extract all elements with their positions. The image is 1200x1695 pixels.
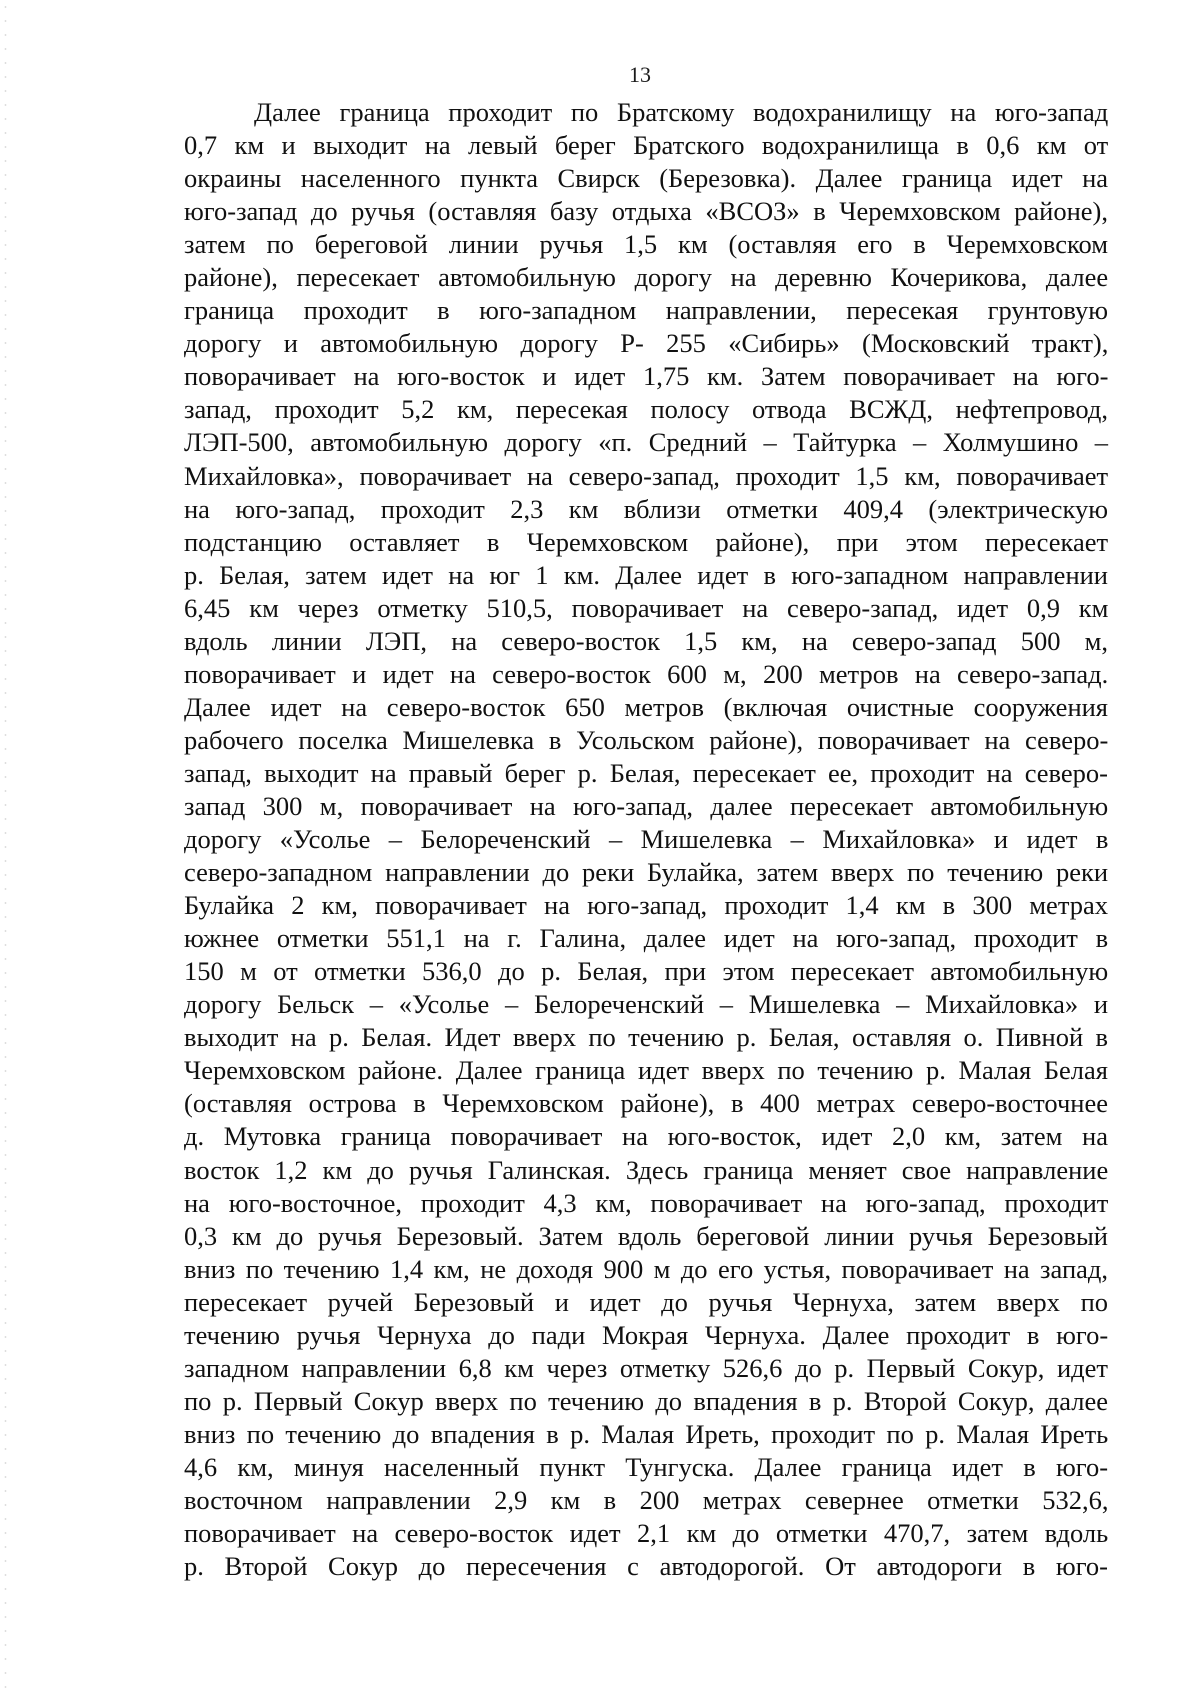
text-line: Далее идет на северо-восток 650 метров (включая очистные сооружения bbox=[184, 691, 1108, 722]
text-line: дорогу Бельск – «Усолье – Белореченский – Мишелевка – Михайловка» и bbox=[184, 989, 1109, 1020]
text-line: Черемховском районе. Далее граница идет вверх по течению р. Малая Белая bbox=[184, 1055, 1108, 1086]
text-line: вдоль линии ЛЭП, на северо-восток 1,5 км, на северо-запад 500 м, bbox=[184, 625, 1108, 656]
text-line: районе), пересекает автомобильную дорогу на деревню Кочерикова, далее bbox=[184, 262, 1109, 293]
text-line: запад 300 м, поворачивает на юго-запад, далее пересекает автомобильную bbox=[184, 790, 1109, 821]
text-line: на юго-запад, проходит 2,3 км вблизи отметки 409,4 (электрическую bbox=[184, 493, 1108, 524]
text-line: подстанцию оставляет в Черемховском районе), при этом пересекает bbox=[184, 526, 1109, 557]
text-line: 4,6 км, минуя населенный пункт Тунгуска. Далее граница идет в юго- bbox=[184, 1451, 1109, 1482]
text-line: Булайка 2 км, поворачивает на юго-запад, проходит 1,4 км в 300 метрах bbox=[184, 890, 1108, 921]
text-line: южнее отметки 551,1 на г. Галина, далее идет на юго-запад, проходит в bbox=[184, 923, 1109, 954]
text-line: 150 м от отметки 536,0 до р. Белая, при этом пересекает автомобильную bbox=[184, 956, 1109, 987]
text-line: поворачивает на юго-восток и идет 1,75 км. Затем поворачивает на юго- bbox=[184, 361, 1109, 392]
text-line: запад, выходит на правый берег р. Белая, пересекает ее, проходит на северо- bbox=[184, 757, 1108, 788]
text-line: р. Белая, затем идет на юг 1 км. Далее идет в юго-западном направлении bbox=[184, 559, 1108, 590]
text-line: Михайловка», поворачивает на северо-запад, проходит 1,5 км, поворачивает bbox=[184, 460, 1109, 491]
text-line: поворачивает на северо-восток идет 2,1 км до отметки 470,7, затем вдоль bbox=[184, 1518, 1109, 1549]
text-line: юго-запад до ручья (оставляя базу отдыха «ВСОЗ» в Черемховском районе), bbox=[184, 196, 1108, 227]
text-line: поворачивает и идет на северо-восток 600 м, 200 метров на северо-запад. bbox=[184, 658, 1109, 689]
text-line: восточном направлении 2,9 км в 200 метрах севернее отметки 532,6, bbox=[184, 1484, 1109, 1515]
text-line: западном направлении 6,8 км через отметку 526,6 до р. Первый Сокур, идет bbox=[184, 1352, 1108, 1383]
text-line: дорогу и автомобильную дорогу Р- 255 «Сибирь» (Московский тракт), bbox=[184, 328, 1109, 359]
text-line: 6,45 км через отметку 510,5, поворачивает на северо-запад, идет 0,9 км bbox=[184, 592, 1109, 623]
text-line: рабочего поселка Мишелевка в Усольском районе), поворачивает на северо- bbox=[184, 724, 1109, 755]
text-line: ЛЭП-500, автомобильную дорогу «п. Средний – Тайтурка – Холмушино – bbox=[184, 427, 1108, 458]
text-line: вниз по течению до впадения в р. Малая Иреть, проходит по р. Малая Иреть bbox=[184, 1418, 1109, 1449]
text-line: 0,3 км до ручья Березовый. Затем вдоль береговой линии ручья Березовый bbox=[184, 1220, 1108, 1251]
text-line: на юго-восточное, проходит 4,3 км, поворачивает на юго-запад, проходит bbox=[184, 1187, 1109, 1218]
text-line: по р. Первый Сокур вверх по течению до впадения в р. Второй Сокур, далее bbox=[184, 1385, 1108, 1416]
text-line: 0,7 км и выходит на левый берег Братского водохранилища в 0,6 км от bbox=[184, 130, 1109, 161]
text-line: выходит на р. Белая. Идет вверх по течению р. Белая, оставляя о. Пивной в bbox=[184, 1022, 1109, 1053]
text-line: д. Мутовка граница поворачивает на юго-восток, идет 2,0 км, затем на bbox=[184, 1121, 1108, 1152]
text-line: северо-западном направлении до реки Булайка, затем вверх по течению реки bbox=[184, 857, 1109, 888]
text-line: (оставляя острова в Черемховском районе), в 400 метрах северо-восточнее bbox=[184, 1088, 1108, 1119]
text-line: пересекает ручей Березовый и идет до ручья Чернуха, затем вверх по bbox=[184, 1286, 1108, 1317]
text-line: р. Второй Сокур до пересечения с автодорогой. От автодороги в юго- bbox=[184, 1551, 1108, 1582]
text-line: граница проходит в юго-западном направлении, пересекая грунтовую bbox=[184, 295, 1108, 326]
page-number: 13 bbox=[629, 62, 651, 87]
text-line: окраины населенного пункта Свирск (Березовка). Далее граница идет на bbox=[184, 163, 1109, 194]
scan-edge-artifact bbox=[4, 0, 7, 1695]
body-paragraph bbox=[184, 96, 1108, 1583]
text-line: затем по береговой линии ручья 1,5 км (оставляя его в Черемховском bbox=[184, 229, 1109, 260]
text-line: восток 1,2 км до ручья Галинская. Здесь граница меняет свое направление bbox=[184, 1154, 1109, 1185]
text-line: течению ручья Чернуха до пади Мокрая Чернуха. Далее проходит в юго- bbox=[184, 1319, 1109, 1350]
text-line: запад, проходит 5,2 км, пересекая полосу отвода ВСЖД, нефтепровод, bbox=[184, 394, 1108, 425]
text-line: вниз по течению 1,4 км, не доходя 900 м до его устья, поворачивает на запад, bbox=[184, 1253, 1108, 1284]
text-line: дорогу «Усолье – Белореченский – Мишелевка – Михайловка» и идет в bbox=[184, 824, 1109, 855]
text-line: Далее граница проходит по Братскому водохранилищу на юго-запад bbox=[254, 97, 1109, 127]
